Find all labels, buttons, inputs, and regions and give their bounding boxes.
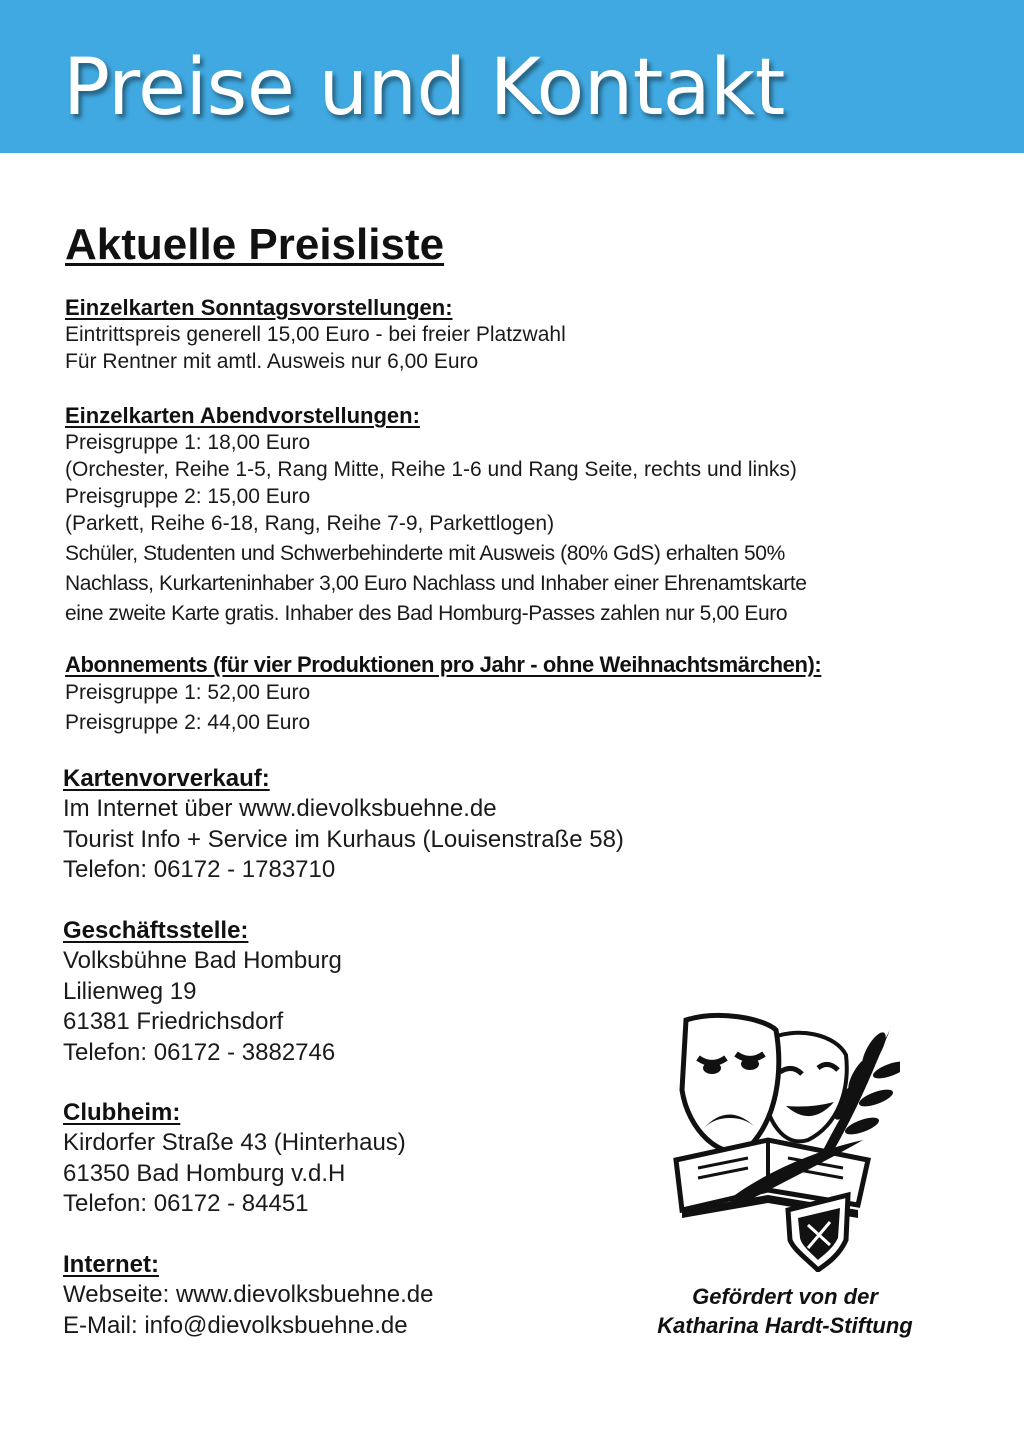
text-line: Nachlass, Kurkarteninhaber 3,00 Euro Nachlass und Inhaber einer Ehrenamtskarte bbox=[65, 572, 807, 595]
banner-title: Preise und Kontakt bbox=[63, 43, 785, 133]
text-line: Eintrittspreis generell 15,00 Euro - bei freier Platzwahl bbox=[65, 323, 566, 346]
text-line: Volksbühne Bad Homburg bbox=[63, 947, 342, 974]
sponsor-line: Gefördert von der bbox=[692, 1284, 878, 1309]
section-kartenvorverkauf bbox=[63, 764, 624, 886]
sponsor-note bbox=[610, 1282, 960, 1340]
sponsor-line: Katharina Hardt-Stiftung bbox=[657, 1313, 913, 1338]
text-line: Im Internet über www.dievolksbuehne.de bbox=[63, 795, 497, 822]
text-line: Telefon: 06172 - 3882746 bbox=[63, 1038, 336, 1066]
text-line: eine zweite Karte gratis. Inhaber des Bad Homburg-Passes zahlen nur 5,00 Euro bbox=[65, 602, 788, 625]
section-heading: Abonnements (für vier Produktionen pro Jahr - ohne Weihnachtsmärchen): bbox=[65, 652, 822, 677]
text-line: Telefon: 06172 - 84451 bbox=[63, 1190, 309, 1217]
section-heading: Clubheim: bbox=[63, 1099, 181, 1126]
section-abend bbox=[65, 402, 807, 629]
text-line: (Parkett, Reihe 6-18, Rang, Reihe 7-9, Parkettlogen) bbox=[65, 512, 555, 535]
text-line: Preisgruppe 2: 15,00 Euro bbox=[65, 485, 311, 508]
text-line: Tourist Info + Service im Kurhaus (Louisenstraße 58) bbox=[63, 825, 624, 853]
text-line: Für Rentner mit amtl. Ausweis nur 6,00 Euro bbox=[65, 350, 479, 373]
text-line: Preisgruppe 2: 44,00 Euro bbox=[65, 711, 311, 734]
theater-masks-book-logo-icon bbox=[668, 1010, 900, 1272]
section-sonntag bbox=[65, 294, 566, 375]
section-abonnements bbox=[65, 651, 821, 738]
email-link[interactable]: E-Mail: info@dievolksbuehne.de bbox=[63, 1311, 408, 1339]
text-line: Preisgruppe 1: 52,00 Euro bbox=[65, 681, 311, 704]
section-heading: Kartenvorverkauf: bbox=[63, 765, 270, 792]
section-heading: Geschäftsstelle: bbox=[63, 917, 249, 944]
section-geschaeftsstelle bbox=[63, 916, 342, 1068]
text-line: Lilienweg 19 bbox=[63, 977, 197, 1005]
section-internet bbox=[63, 1250, 433, 1341]
section-clubheim bbox=[63, 1098, 406, 1220]
text-line: Telefon: 06172 - 1783710 bbox=[63, 856, 336, 883]
section-heading: Einzelkarten Sonntagsvorstellungen: bbox=[65, 295, 453, 320]
text-line: Preisgruppe 1: 18,00 Euro bbox=[65, 431, 311, 454]
text-line: (Orchester, Reihe 1-5, Rang Mitte, Reihe 1-6 und Rang Seite, rechts und links) bbox=[65, 458, 797, 481]
header-banner bbox=[0, 0, 1024, 153]
section-heading: Einzelkarten Abendvorstellungen: bbox=[65, 403, 420, 428]
page-title: Aktuelle Preisliste bbox=[65, 220, 445, 269]
text-line: Kirdorfer Straße 43 (Hinterhaus) bbox=[63, 1129, 406, 1156]
text-line: 61350 Bad Homburg v.d.H bbox=[63, 1159, 346, 1187]
text-line: Schüler, Studenten und Schwerbehinderte mit Ausweis (80% GdS) erhalten 50% bbox=[65, 542, 785, 565]
text-line: 61381 Friedrichsdorf bbox=[63, 1008, 284, 1035]
section-heading: Internet: bbox=[63, 1251, 159, 1278]
website-link[interactable]: Webseite: www.dievolksbuehne.de bbox=[63, 1281, 434, 1308]
